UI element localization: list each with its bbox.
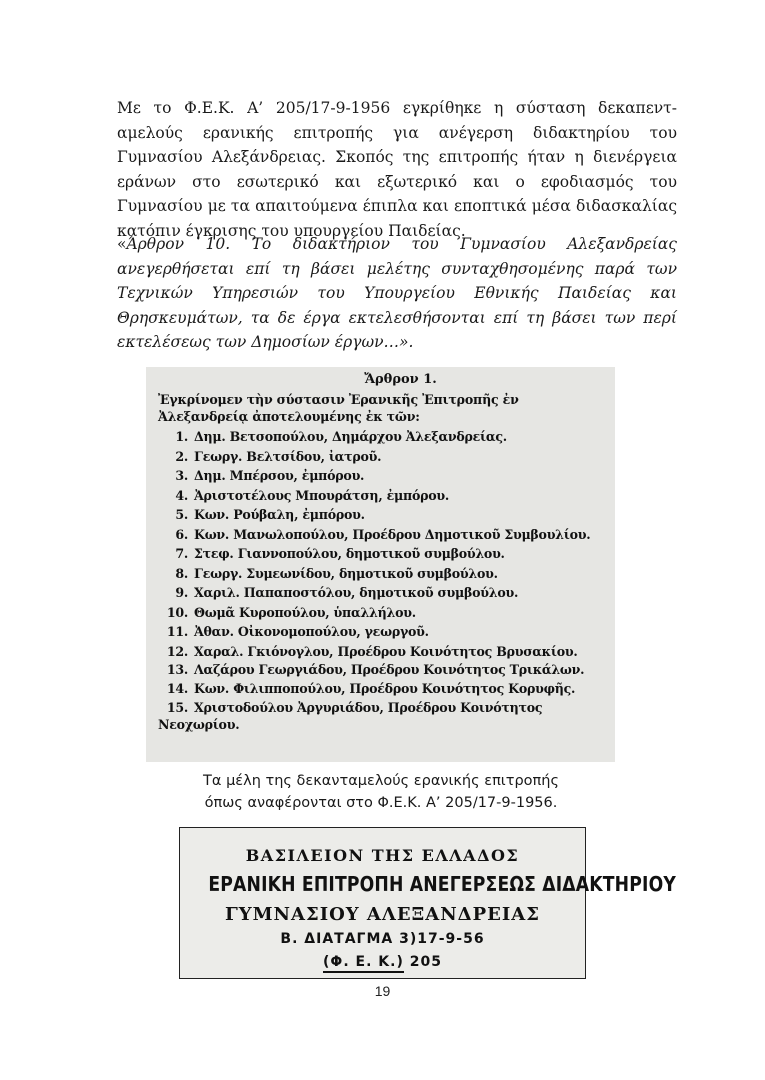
member-item: 15. Χριστοδούλου Ἀργυριάδου, Προέδρου Κοινότητος Νεοχωρίου. bbox=[158, 700, 543, 732]
committee-stamp-image bbox=[179, 827, 677, 979]
stamp-gazette-number: 205 bbox=[409, 954, 442, 970]
member-item: 2. Γεωργ. Βελτσίδου, ἰατροῦ. bbox=[175, 448, 382, 464]
caption-line: όπως αναφέρονται στο Φ.Ε.Κ. Α’ 205/17-9-1956. bbox=[204, 795, 558, 811]
member-item: 13. Λαζάρου Γεωργιάδου, Προέδρου Κοινότητος Τρικάλων. bbox=[166, 662, 585, 677]
image-caption bbox=[146, 770, 616, 814]
stamp-kingdom-line: ΒΑΣΙΛΕΙΟΝ ΤΗΣ ΕΛΛΑΔΟΣ bbox=[245, 846, 520, 865]
member-item: 5. Κων. Ρούβαλη, ἐμπόρου. bbox=[175, 507, 365, 522]
caption-line: Τα μέλη της δεκανταμελούς ερανικής επιτροπής bbox=[203, 773, 559, 789]
stamp-school-line: ΓΥΜΝΑΣΙΟΥ ΑΛΕΞΑΝΔΡΕΙΑΣ bbox=[225, 904, 540, 925]
committee-member-list bbox=[158, 427, 606, 735]
article-quote-text: Άρθρον 10. Το διδακτήριον του Γυμνασίου Αλεξανδρείας ανεγερθήσεται επί τη βάσει μελέτης συνταχθησομένης παρά των Τεχνικών Υπηρεσιών του Υπουργείου Εθνικής Παιδείας και Θρησκευμάτων, τα δε έργα εκτελεσθήσονται επί τη βάσει των περί εκτελέσεως των Δημοσίων έργων…». bbox=[117, 235, 677, 352]
member-item: 11. Ἀθαν. Οἰκονομοπούλου, γεωργοῦ. bbox=[166, 624, 429, 639]
article-quote-paragraph bbox=[117, 232, 677, 355]
stamp-gazette-line bbox=[180, 954, 585, 973]
member-item: 10. Θωμᾶ Κυροπούλου, ὑπαλλήλου. bbox=[166, 604, 416, 620]
gazette-excerpt-image bbox=[146, 367, 615, 762]
intro-paragraph: Με το Φ.Ε.Κ. Α’ 205/17-9-1956 εγκρίθηκε η σύσταση δεκαπεντ-αμελούς ερανικής επιτροπής για ανέγερση διδακτηρίου του Γυμνασίου Αλεξάνδρειας. Σκοπός της επιτροπής ήταν η διενέργεια εράνων στο εσωτερικό και εξωτερικό και ο εφοδιασμός του Γυμνασίου με τα απαιτούμενα έπιπλα και εποπτικά μέσα διδασκαλίας κατόπιν έγκρισης του υπουργείου Παιδείας. bbox=[117, 99, 677, 240]
gazette-article-heading: Ἄρθρον 1. bbox=[364, 372, 437, 387]
quote-open-mark: « bbox=[117, 235, 127, 253]
member-item: 14. Κων. Φιλιπποπούλου, Προέδρου Κοινότητος Κορυφῆς. bbox=[166, 681, 576, 696]
stamp-committee-line: ΕΡΑΝΙΚΗ ΕΠΙΤΡΟΠΗ ΑΝΕΓΕΡΣΕΩΣ ΔΙΔΑΚΤΗΡΙΟΥ bbox=[208, 872, 677, 896]
gazette-intro-text: Ἐγκρίνομεν τὴν σύστασιν Ἐρανικῆς Ἐπιτροπῆς ἐν Ἀλεξανδρείᾳ ἀποτελουμένης ἐκ τῶν: bbox=[158, 392, 519, 424]
member-item: 12. Χαραλ. Γκιόνογλου, Προέδρου Κοινότητος Βρυσακίου. bbox=[166, 643, 578, 659]
member-item: 8. Γεωργ. Συμεωνίδου, δημοτικοῦ συμβούλου. bbox=[175, 565, 498, 581]
stamp-decree-line: Β. ΔΙΑΤΑΓΜΑ 3)17-9-56 bbox=[280, 931, 485, 947]
member-item: 6. Κων. Μανωλοπούλου, Προέδρου Δημοτικοῦ Συμβουλίου. bbox=[175, 526, 591, 542]
member-item: 3. Δημ. Μπέρσου, ἐμπόρου. bbox=[175, 468, 365, 483]
member-item: 4. Ἀριστοτέλους Μπουράτση, ἐμπόρου. bbox=[175, 487, 449, 503]
member-item: 9. Χαριλ. Παπαποστόλου, δημοτικοῦ συμβούλου. bbox=[175, 585, 519, 600]
page-number: 19 bbox=[374, 983, 391, 999]
member-item: 7. Στεφ. Γιαννοπούλου, δημοτικοῦ συμβούλου. bbox=[175, 546, 505, 561]
stamp-gazette-ref: (Φ. Ε. Κ.) bbox=[323, 954, 404, 973]
member-item: 1. Δημ. Βετσοπούλου, Δημάρχου Ἀλεξανδρείας. bbox=[175, 429, 507, 444]
